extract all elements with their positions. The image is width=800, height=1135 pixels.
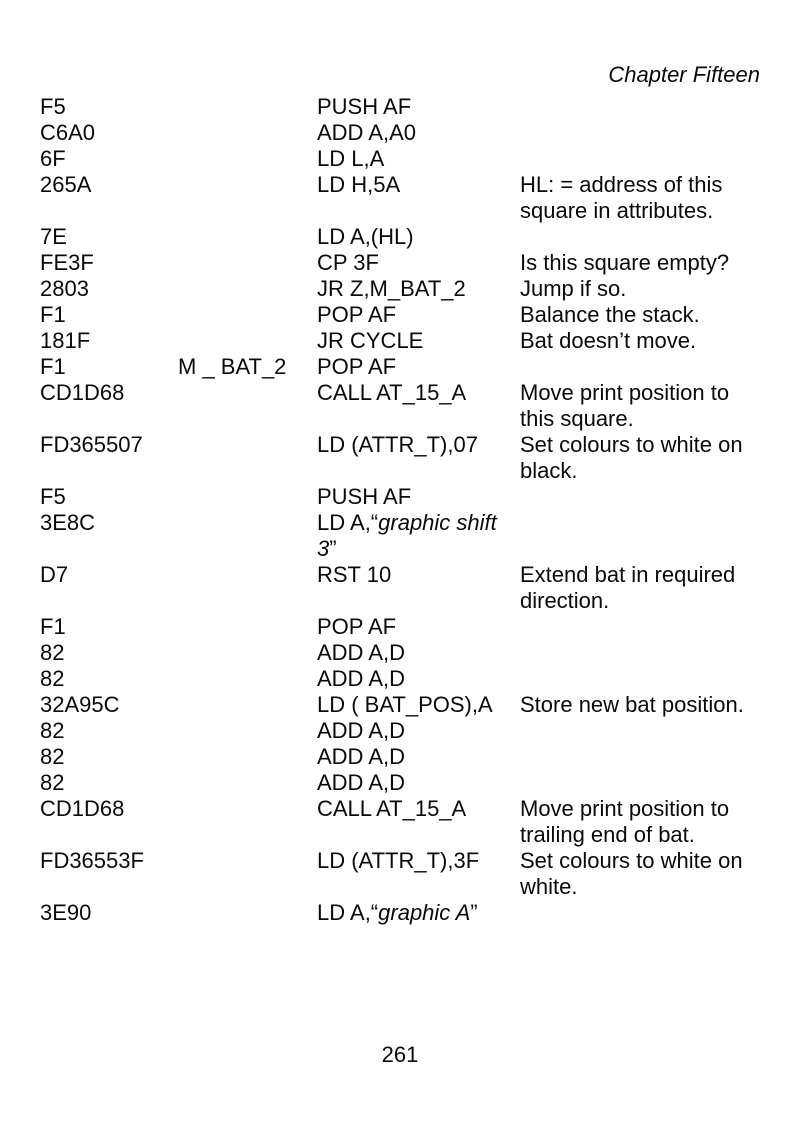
keyword-graphic-text: graphic A	[378, 900, 471, 925]
machine-code-cell: F1	[40, 354, 66, 379]
instruction-cell: CP 3F	[317, 250, 379, 275]
code-row	[40, 120, 772, 146]
instruction-cell	[317, 510, 520, 562]
keyword-graphic-text: graphic shift	[378, 510, 497, 535]
machine-code-cell: FE3F	[40, 250, 94, 275]
machine-code-cell: FD36553F	[40, 848, 144, 873]
instruction-text: Move print position to	[520, 380, 730, 405]
machine-code-cell: 6F	[40, 146, 66, 171]
code-row	[40, 614, 772, 640]
code-row	[40, 276, 772, 302]
instruction-cell: ADD A,D	[317, 640, 406, 665]
label-cell: M _ BAT_2	[178, 354, 287, 379]
code-row	[40, 510, 772, 562]
instruction-text: Set colours to white on	[520, 432, 743, 457]
instruction-text: LD A,“	[317, 510, 379, 535]
instruction-cell: POP AF	[317, 614, 397, 639]
machine-code-cell: 2803	[40, 276, 89, 301]
instruction-cell: PUSH AF	[317, 94, 412, 119]
code-row	[40, 692, 772, 718]
machine-code-cell: F1	[40, 614, 66, 639]
machine-code-cell: 82	[40, 666, 65, 691]
machine-code-cell: F5	[40, 94, 66, 119]
code-listing	[40, 94, 772, 926]
machine-code-cell: C6A0	[40, 120, 96, 145]
comment-cell	[520, 172, 772, 224]
machine-code-cell: 82	[40, 770, 65, 795]
page-number: 261	[381, 1042, 419, 1067]
code-row	[40, 770, 772, 796]
instruction-cell	[317, 900, 520, 926]
comment-cell: Jump if so.	[520, 276, 627, 301]
comment-cell	[520, 380, 772, 432]
comment-cell	[520, 848, 772, 900]
instruction-text: LD A,“	[317, 900, 379, 925]
machine-code-cell: F1	[40, 302, 66, 327]
instruction-cell: JR CYCLE	[317, 328, 424, 353]
code-row	[40, 328, 772, 354]
instruction-cell: ADD A,D	[317, 666, 406, 691]
instruction-cell: LD (ATTR_T),3F	[317, 848, 480, 873]
code-row	[40, 380, 772, 432]
code-row	[40, 250, 772, 276]
code-row	[40, 146, 772, 172]
instruction-text: trailing end of bat.	[520, 822, 695, 847]
code-row	[40, 432, 772, 484]
instruction-text: direction.	[520, 588, 610, 613]
machine-code-cell: CD1D68	[40, 380, 125, 405]
instruction-text: Extend bat in required	[520, 562, 736, 587]
code-row	[40, 848, 772, 900]
machine-code-cell: 82	[40, 718, 65, 743]
instruction-text: Set colours to white on	[520, 848, 743, 873]
machine-code-cell: 265A	[40, 172, 92, 197]
instruction-cell: JR Z,M_BAT_2	[317, 276, 466, 301]
machine-code-cell: 3E90	[40, 900, 92, 925]
machine-code-cell: 181F	[40, 328, 91, 353]
comment-cell: Is this square empty?	[520, 250, 730, 275]
instruction-text: this square.	[520, 406, 634, 431]
code-row	[40, 484, 772, 510]
code-row	[40, 94, 772, 120]
code-row	[40, 900, 772, 926]
instruction-cell: ADD A,D	[317, 744, 406, 769]
machine-code-cell: 32A95C	[40, 692, 120, 717]
machine-code-cell: 7E	[40, 224, 67, 249]
machine-code-cell: 82	[40, 744, 65, 769]
code-row	[40, 562, 772, 614]
code-row	[40, 744, 772, 770]
comment-cell: Balance the stack.	[520, 302, 700, 327]
instruction-cell: ADD A,D	[317, 718, 406, 743]
code-row	[40, 354, 772, 380]
instruction-cell: LD L,A	[317, 146, 385, 171]
instruction-cell: LD H,5A	[317, 172, 401, 197]
code-row	[40, 224, 772, 250]
instruction-cell: ADD A,D	[317, 770, 406, 795]
instruction-text: square in attributes.	[520, 198, 714, 223]
keyword-graphic-text: 3	[317, 536, 330, 561]
instruction-text: black.	[520, 458, 578, 483]
machine-code-cell: 3E8C	[40, 510, 96, 535]
instruction-cell: ADD A,A0	[317, 120, 417, 145]
chapter-header: Chapter Fifteen	[608, 62, 760, 87]
code-row	[40, 640, 772, 666]
instruction-cell: RST 10	[317, 562, 392, 587]
machine-code-cell: FD365507	[40, 432, 143, 457]
instruction-text: ”	[470, 900, 478, 925]
instruction-text: ”	[329, 536, 337, 561]
comment-cell	[520, 796, 772, 848]
instruction-cell: CALL AT_15_A	[317, 796, 467, 821]
instruction-text: white.	[520, 874, 578, 899]
instruction-text: Move print position to	[520, 796, 730, 821]
code-row	[40, 718, 772, 744]
instruction-cell: LD A,(HL)	[317, 224, 414, 249]
instruction-text: HL: = address of this	[520, 172, 723, 197]
machine-code-cell: F5	[40, 484, 66, 509]
comment-cell	[520, 432, 772, 484]
code-row	[40, 796, 772, 848]
code-row	[40, 666, 772, 692]
instruction-cell: LD ( BAT_POS),A	[317, 692, 493, 717]
comment-cell: Bat doesn’t move.	[520, 328, 697, 353]
machine-code-cell: D7	[40, 562, 69, 587]
code-row	[40, 302, 772, 328]
instruction-cell: PUSH AF	[317, 484, 412, 509]
comment-cell: Store new bat position.	[520, 692, 744, 717]
instruction-cell: CALL AT_15_A	[317, 380, 467, 405]
comment-cell	[520, 562, 772, 614]
instruction-cell: POP AF	[317, 302, 397, 327]
machine-code-cell: 82	[40, 640, 65, 665]
machine-code-cell: CD1D68	[40, 796, 125, 821]
instruction-cell: POP AF	[317, 354, 397, 379]
instruction-cell: LD (ATTR_T),07	[317, 432, 478, 457]
code-row	[40, 172, 772, 224]
